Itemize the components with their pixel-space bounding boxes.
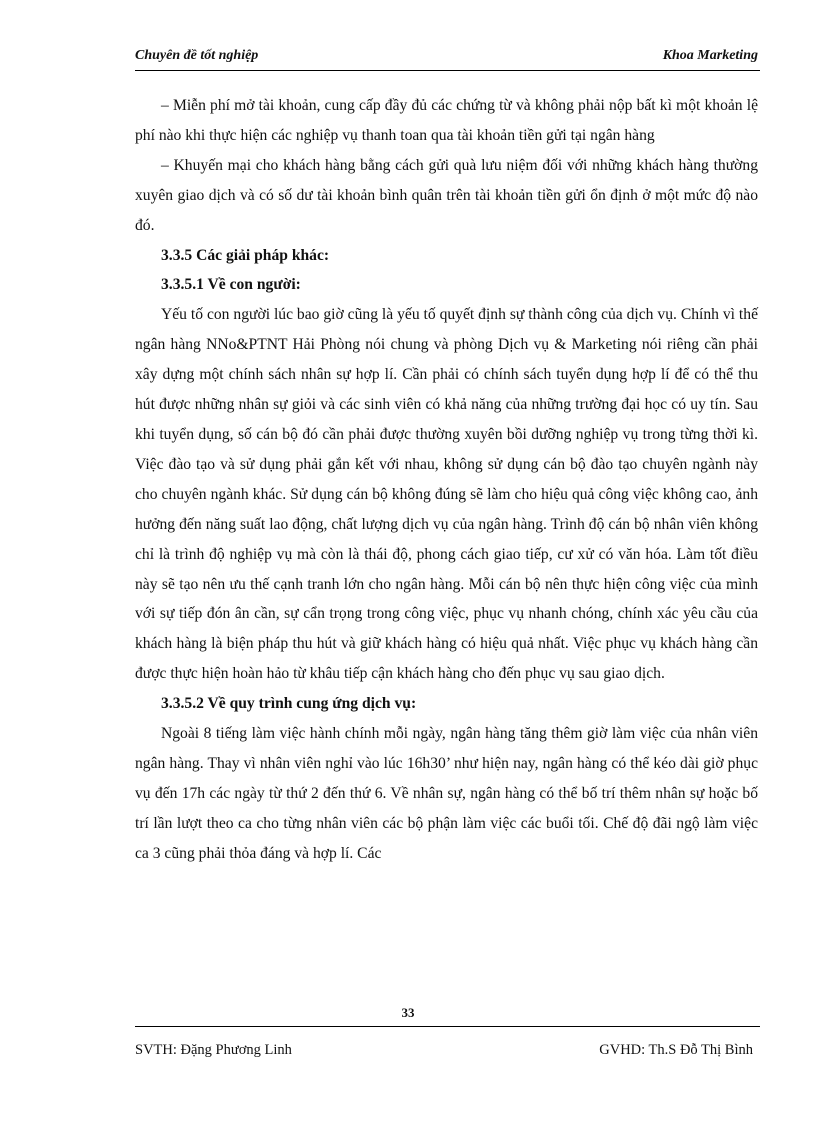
subsection-heading: 3.3.5.2 Về quy trình cung ứng dịch vụ: xyxy=(161,695,417,713)
page-header xyxy=(135,48,758,68)
section-heading: 3.3.5 Các giải pháp khác: xyxy=(161,246,330,264)
bullet-paragraph: – Khuyến mại cho khách hàng bằng cách gửi quà lưu niệm đối với những khách hàng thường xuyên giao dịch và có số dư tài khoản bình quân trên tài khoản tiền gửi ổn định ở một mức độ nào đó. xyxy=(135,156,758,234)
body-paragraph: Ngoài 8 tiếng làm việc hành chính mỗi ngày, ngân hàng tăng thêm giờ làm việc của nhân viên ngân hàng. Thay vì nhân viên nghỉ vào lúc 16h30’ như hiện nay, ngân hàng có thể kéo dài giờ phục vụ đến 17h các ngày từ thứ 2 đến thứ 6. Về nhân sự, ngân hàng có thể bố trí thêm nhân sự hoặc bố trí lần lượt theo ca cho từng nhân viên các bộ phận làm việc các buổi tối. Chế độ đãi ngộ làm việc ca 3 cũng phải thỏa đáng và hợp lí. Các xyxy=(135,725,758,862)
page-body xyxy=(135,91,758,869)
header-document-type: Chuyên đề tốt nghiệp xyxy=(135,48,259,63)
page-number: 33 xyxy=(401,1005,415,1020)
footer-supervisor: GVHD: Th.S Đỗ Thị Bình xyxy=(599,1042,753,1058)
subsection-heading: 3.3.5.1 Về con người: xyxy=(161,276,301,294)
body-paragraph: Yếu tố con người lúc bao giờ cũng là yếu tố quyết định sự thành công của dịch vụ. Chính vì thế ngân hàng NNo&PTNT Hải Phòng nói chung và phòng Dịch vụ & Marketing nói riêng cần phải xây dựng một chính sách nhân sự hợp lí. Cần phải có chính sách tuyển dụng hợp lí để có thể thu hút được những nhân sự giỏi và các sinh viên có khả năng của những trường đại học có uy tín. Sau khi tuyển dụng, số cán bộ đó cần phải được thường xuyên bồi dưỡng nghiệp vụ trong từng thời kì. Việc đào tạo và sử dụng phải gắn kết với nhau, không sử dụng cán bộ đào tạo chuyên ngành này cho chuyên ngành khác. Sử dụng cán bộ không đúng sẽ làm cho hiệu quả công việc không cao, ảnh hưởng đến năng suất lao động, chất lượng dịch vụ của ngân hàng. Trình độ cán bộ nhân viên không chỉ là trình độ nghiệp vụ mà còn là thái độ, phong cách giao tiếp, cư xử có văn hóa. Làm tốt điều này sẽ tạo nên ưu thế cạnh tranh lớn cho ngân hàng. Mỗi cán bộ nên thực hiện công việc của mình với sự tiếp đón ân cần, sự cẩn trọng trong công việc, phục vụ nhanh chóng, chính xác yêu cầu của khách hàng là biện pháp thu hút và giữ khách hàng có hiệu quả nhất. Việc phục vụ khách hàng cần được thực hiện hoàn hảo từ khâu tiếp cận khách hàng cho đến phục vụ sau giao dịch. xyxy=(135,306,758,683)
footer-student: SVTH: Đặng Phương Linh xyxy=(135,1042,292,1058)
footer-rule xyxy=(135,1026,760,1027)
header-faculty: Khoa Marketing xyxy=(662,48,758,63)
header-rule xyxy=(135,70,760,71)
bullet-paragraph: – Miễn phí mở tài khoản, cung cấp đầy đủ các chứng từ và không phải nộp bất kì một khoản lệ phí nào khi thực hiện các nghiệp vụ thanh toan qua tài khoản tiền gửi tại ngân hàng xyxy=(135,97,758,144)
